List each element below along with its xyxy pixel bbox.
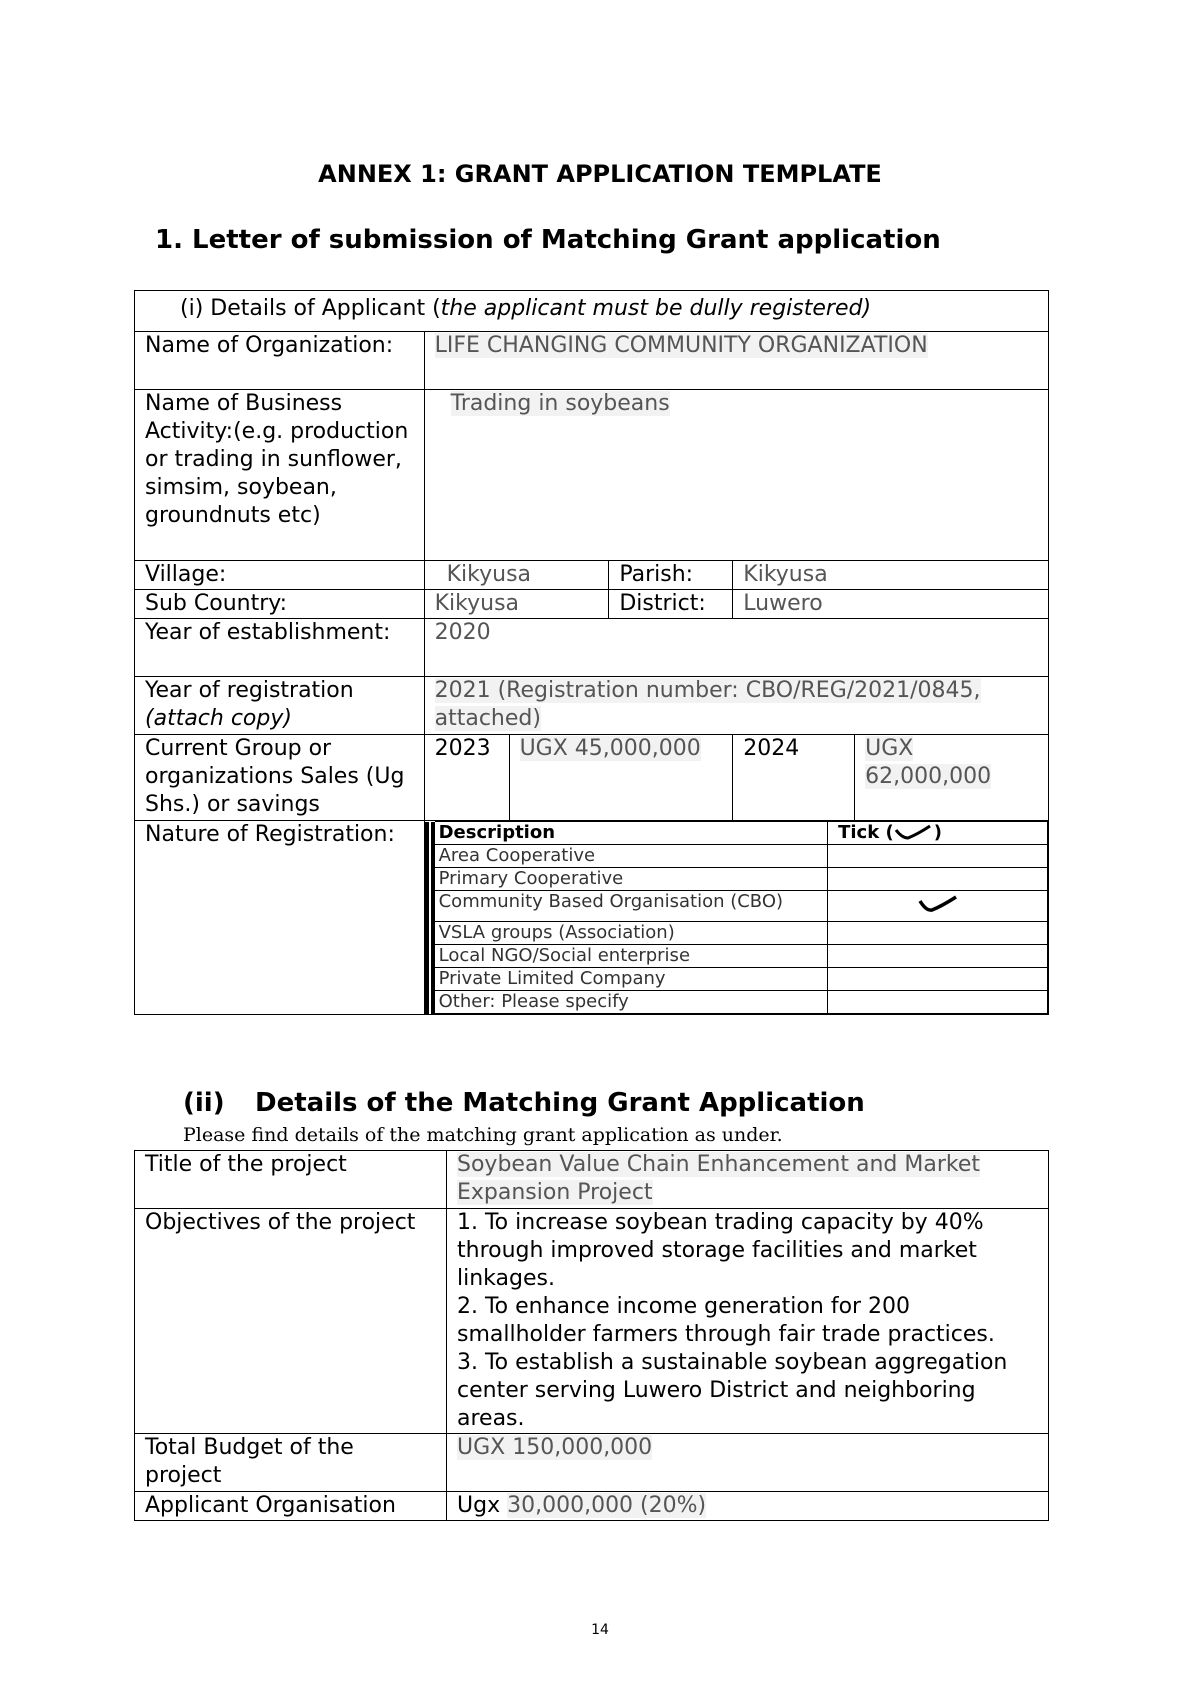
nature-option-label: Local NGO/Social enterprise	[435, 945, 828, 968]
page-number: 14	[591, 1622, 609, 1638]
nature-option-tick	[828, 968, 1048, 991]
nature-option-row	[425, 968, 1048, 991]
applicant-org-value: Ugx 30,000,000 (20%)	[447, 1492, 1049, 1521]
nature-option-label: Area Cooperative	[435, 845, 828, 868]
district-label: District:	[609, 590, 733, 619]
annex-title: ANNEX 1: GRANT APPLICATION TEMPLATE	[318, 160, 882, 188]
org-name-label: Name of Organization:	[135, 332, 425, 390]
village-value: Kikyusa	[424, 561, 609, 590]
objective-item: 2. To enhance income generation for 200 smallholder farmers through fair trade practices.	[457, 1294, 995, 1347]
applicant-details-table	[134, 290, 1049, 1015]
nature-option-label: Community Based Organisation (CBO)	[435, 891, 828, 922]
nature-label: Nature of Registration:	[135, 821, 425, 1015]
nature-option-row	[425, 868, 1048, 891]
applicant-header: (i) Details of Applicant (the applicant must be dully registered)	[135, 291, 1049, 332]
applicant-org-label: Applicant Organisation	[135, 1492, 447, 1521]
year-reg-label: Year of registration (attach copy)	[135, 677, 425, 735]
business-label: Name of Business Activity:(e.g. production or trading in sunflower, simsim, soybean, groundnuts etc)	[135, 390, 425, 561]
objectives-label: Objectives of the project	[135, 1209, 447, 1434]
nature-option-label: VSLA groups (Association)	[435, 922, 828, 945]
sales-label: Current Group or organizations Sales (Ug Shs.) or savings	[135, 735, 425, 821]
sales-year2: 2024	[733, 735, 855, 821]
nature-option-row	[425, 922, 1048, 945]
parish-label: Parish:	[609, 561, 733, 590]
section2-heading: (ii) Details of the Matching Grant Application	[183, 1088, 865, 1118]
nature-option-label: Private Limited Company	[435, 968, 828, 991]
budget-label: Total Budget of the project	[135, 1434, 447, 1492]
nature-option-row	[425, 945, 1048, 968]
project-title-value: Soybean Value Chain Enhancement and Market Expansion Project	[447, 1151, 1049, 1209]
nature-option-tick	[828, 845, 1048, 868]
nature-option-tick	[828, 991, 1048, 1014]
objective-item: 1. To increase soybean trading capacity by 40% through improved storage facilities and market linkages.	[457, 1210, 984, 1291]
nature-option-label: Other: Please specify	[435, 991, 828, 1014]
objective-item: 3. To establish a sustainable soybean aggregation center serving Luwero District and neighboring areas.	[457, 1350, 1008, 1431]
sales-year1: 2023	[424, 735, 509, 821]
section2-note: Please find details of the matching grant application as under.	[183, 1124, 783, 1146]
year-est-label: Year of establishment:	[135, 619, 425, 677]
subcounty-label: Sub Country:	[135, 590, 425, 619]
village-label: Village:	[135, 561, 425, 590]
nature-option-tick	[828, 891, 1048, 922]
tick-icon	[894, 822, 934, 842]
nature-option-row	[425, 991, 1048, 1014]
nature-tick-header: Tick ( )	[828, 822, 1048, 845]
nature-table	[425, 821, 1048, 1014]
nature-option-tick	[828, 868, 1048, 891]
budget-value: UGX 150,000,000	[447, 1434, 1049, 1492]
grant-details-table	[134, 1150, 1049, 1521]
section1-title: 1. Letter of submission of Matching Grant application	[155, 225, 941, 255]
nature-of-registration	[424, 821, 1048, 1015]
year-est-value: 2020	[424, 619, 1048, 677]
subcounty-value: Kikyusa	[424, 590, 609, 619]
nature-desc-header: Description	[435, 822, 828, 845]
parish-value: Kikyusa	[733, 561, 1049, 590]
org-name-value: LIFE CHANGING COMMUNITY ORGANIZATION	[424, 332, 1048, 390]
district-value: Luwero	[733, 590, 1049, 619]
nature-option-tick	[828, 922, 1048, 945]
sales-value2: UGX 62,000,000	[855, 735, 1049, 821]
double-rule	[425, 822, 435, 1014]
nature-option-row	[425, 845, 1048, 868]
nature-option-label: Primary Cooperative	[435, 868, 828, 891]
project-title-label: Title of the project	[135, 1151, 447, 1209]
nature-option-row	[425, 891, 1048, 922]
nature-option-tick	[828, 945, 1048, 968]
sales-value1: UGX 45,000,000	[509, 735, 733, 821]
business-value: Trading in soybeans	[424, 390, 1048, 561]
tick-mark-icon	[916, 891, 960, 915]
objectives-value	[447, 1209, 1049, 1434]
year-reg-value: 2021 (Registration number: CBO/REG/2021/0845, attached)	[424, 677, 1048, 735]
